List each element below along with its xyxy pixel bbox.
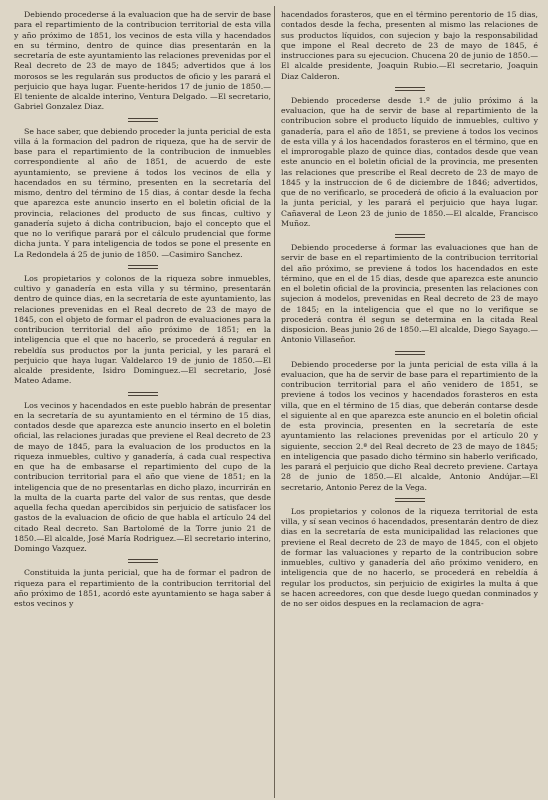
notice-chucena-start: Constituida la junta pericial, que ha de formar el padron de riqueza para el repartimiento de la contribucion territorial del año próximo de 1851, acordó este ayuntamiento se haga saber á estos vecinos y xyxy=(14,568,271,608)
separator-rule xyxy=(128,392,158,396)
notice-valdelarco: Los propietarios y colonos de la riqueza sobre inmuebles, cultivo y ganadería en esta villa y su término, presentarán dentro de quince dias, en la secretaría de este ayuntamiento, las relaciones prevenidas en el Real decreto de 23 de mayo de 1845, con el objeto de formar el padron de evaluaciones para la contribucion territorial del año próximo de 1851; en la inteligencia que el que no hacerlo, se procederá á regular en rebeldía sus productos por la junta pericial, y les parará el perjuicio que haya lugar. Valdelarco 19 de junio de 1850.—El alcalde presidente, Isidro Dominguez.—El secretario, José Mateo Adame. xyxy=(14,273,271,386)
notice-canaveral-de-leon: Debiendo procederse desde 1.º de julio próximo á la evaluacion, que ha de servir de base al repartimiento de la contribucion sobre el producto líquido de inmuebles, cultivo y ganadería, para el año de 1851, se previene á todos los vecinos de esta villa y á los hacendados forasteros en el término, que en el improrogable plazo de quince dias, contados desde que vean este anuncio en el boletin oficial de la provincia, me presenten las relaciones que prescribe el Real decreto de 23 de mayo de 1845 y la instruccion de 6 de diciembre de 1846; advertidos, que de no verificarlo, se procederá de oficio á la evaluacion por la junta pericial, y les parará el perjuicio que haya lugar. Cañaveral de Leon 23 de junio de 1850.—El alcalde, Francisco Muñoz. xyxy=(281,95,538,228)
left-column xyxy=(14,10,271,800)
separator-rule xyxy=(395,351,425,355)
right-column xyxy=(281,10,538,800)
separator-rule xyxy=(128,118,158,122)
separator-rule xyxy=(128,559,158,563)
notice-cartaya: Debiendo procederse por la junta pericial de esta villa á la evaluacion, que ha de servir de base para el repartimiento de la contribucion territorial para el año venidero de 1851, se previene á todos los vecinos y hacendados forasteros en esta villa, que en el término de 15 dias, que deberán contarse desde el siguiente al en que aparezca este anuncio en el boletin oficial de esta provincia, presenten en la secretaría de este ayuntamiento las relaciones prevenidas por el artículo 20 y siguiente, seccion 2.ª del Real decreto de 23 de mayo de 1845; en inteligencia que pasado dicho término sin haberlo verificado, les parará el perjuicio que dicho Real decreto previene. Cartaya 28 de junio de 1850.—El alcalde, Antonio Andújar.—El secretario, Antonio Perez de la Vega. xyxy=(281,359,538,492)
notice-la-redondela: Se hace saber, que debiendo proceder la junta pericial de esta villa á la formacion del padron de riqueza, que ha de servir de base para el repartimiento de la contribucion de inmuebles correspondiente al año de 1851, de acuerdo de este ayuntamiento, se previene á todos los vecinos de ella y hacendados en su término, presenten en la secretaría del mismo, dentro del término de 15 dias, á contar desde la fecha que aparezca este anuncio inserto en el boletin oficial de la provincia, relaciones del producto de sus fincas, cultivo y ganadería sujeto á dicha contribucion, bajo el concepto que el que no lo verifique parará por el cálculo prudencial que forme dicha junta. Y para inteligencia de todos se pone el presente en La Redondela á 25 de junio de 1850. —Casimiro Sanchez. xyxy=(14,126,271,259)
separator-rule xyxy=(395,234,425,238)
separator-rule xyxy=(128,265,158,269)
column-divider xyxy=(274,6,275,798)
notice-san-bartolome: Los vecinos y hacendados en este pueblo habrán de presentar en la secretaría de su ayuntamiento en el término de 15 dias, contados desde que aparezca este anuncio inserto en el boletin oficial, las relaciones juradas que previene el Real decreto de 23 de mayo de 1845, para la evaluacion de los productos en la riqueza inmuebles, cultivo y ganadería, á cada cual respectiva en que ha de embasarse el repartimiento del cupo de la contribucion territorial para el año que viene de 1851; en la inteligencia que de no presentarlas en dicho plazo, incurrirán en la multa de la cuarta parte del valor de sus rentas, que desde aquella fecha quedan apercibidos sin perjuicio de satisfacer los gastos de la evaluacion de oficio de que habla el artículo 24 del citado Real decreto. San Bartolomé de la Torre junio 21 de 1850.—El alcalde, José María Rodriguez.—El secretario interino, Domingo Vazquez. xyxy=(14,400,271,553)
separator-rule xyxy=(395,498,425,502)
separator-rule xyxy=(395,87,425,91)
notice-propietarios: Los propietarios y colonos de la riqueza territorial de esta villa, y sí sean vecinos ó hacendados, presentarán dentro de diez dias en la secretaría de esta municipalidad las relaciones que previene el Real decreto de 23 de mayo de 1845, con el objeto de formar las valuaciones y reparto de la contribucion sobre inmuebles, cultivo y ganadería del año próximo venidero, en inteligencia que de no hacerlo, se procederá en rebeldía á regular los productos, sin perjuicio de exigirles la multa á que se hacen acreedores, con que desde luego quedan conminados y de no ser oidos despues en la reclamacion de agra- xyxy=(281,506,538,608)
notice-fuente-heridos: Debiendo procederse á la evaluacion que ha de servir de base para el repartimiento de la contribucion territorial de esta villa y año próximo de 1851, los vecinos de esta villa y hacendados en su término, dentro de quince dias presentarán en la secretaría de este ayuntamiento las relaciones prevenidas por el Real decreto de 23 de mayo de 1845; advertidos que á los morosos se les regularán sus productos de oficio y les parará el perjuicio que haya lugar. Fuente-heridos 17 de junio de 1850.— El teniente de alcalde interino, Ventura Delgado. —El secretario, Gabriel Gonzalez Diaz. xyxy=(14,10,271,112)
notice-beas: Debiendo procederse á formar las evaluaciones que han de servir de base en el repartimiento de la contribucion territorial del año próximo, se previene á todos los hacendados en este término, que en el de 15 dias, desde que aparezca este anuncio en el boletin oficial de la provincia, presenten las relaciones con sujecion á modelos, prevenidas en Real decreto de 23 de mayo de 1845; en la inteligencia que el que no lo verifique se procederá contra él segun se determina en la citada Real disposicion. Beas junio 26 de 1850.—El alcalde, Diego Sayago.—Antonio Villaseñor. xyxy=(281,243,538,345)
notice-chucena-end: hacendados forasteros, que en el término perentorio de 15 dias, contados desde la fecha, presenten al mismo las relaciones de sus productos líquidos, con sujecion y bajo la responsabilidad que impone el Real decreto de 23 de mayo de 1845, é instrucciones para su ejecucion. Chucena 20 de junio de 1850.—El alcalde presidente, Joaquin Rubio.—El secretario, Joaquin Diaz Calderon. xyxy=(281,10,538,81)
